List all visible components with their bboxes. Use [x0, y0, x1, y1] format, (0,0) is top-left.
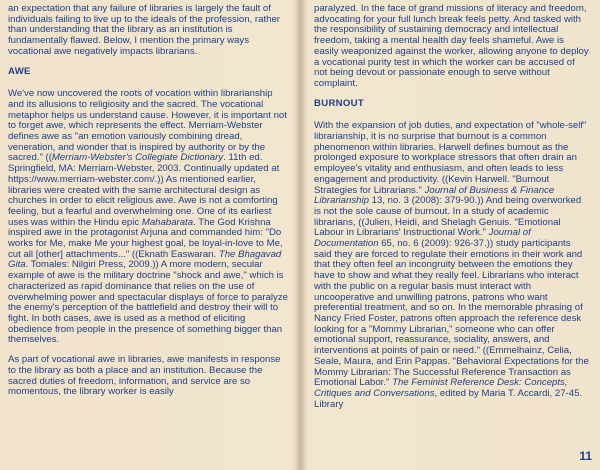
awe-text-3: . The God Krishna inspired awe in the protagonist Arjuna and commanded him: "Do works for Me, make Me your highest goal, be loyal-in-love to Me, cut all [other] attachments..." ((Eknath Easwaran.	[8, 216, 283, 260]
right-intro-paragraph: paralyzed. In the face of grand missions of literacy and freedom, advocating for your full lunch break feels petty. And tasked with the responsibility of sustaining democracy and intellectual freedom, taking a mental health day feels shameful. Awe is easily weaponized against the worker, allowing anyone to deploy a vocational purity test in which the worker can be accused of not being devout or passionate enough to serve without complaint.	[314, 3, 589, 89]
burnout-text-2: 13, no. 3 (2008): 379-90.)) And being overworked is not the sole cause of burnout. In a study of academic librarians, ((Julien, Heidi, and Shelagh Genuis. "Emotional Labour in Librarians' Instructional Work."	[314, 195, 582, 239]
burnout-text-4: , edited by Maria T. Accardi, 27-45. Library	[314, 387, 583, 410]
burnout-citation-feminist-reference: The Feminist Reference Desk: Concepts, Critiques and Conversations	[314, 377, 568, 399]
burnout-text-1: With the expansion of job duties, and expectation of "whole-self" librarianship, it is no surprise that burnout is a common phenomenon within libraries. Harwell defines burnout as the prolonged exposure to workplace stressors that often drain an employee's vitality and enthusiasm, and often leads to less engagement and productivity. ((Kevin Harwell. "Burnout Strategies for Librarians."	[314, 120, 587, 196]
burnout-citation-journal-business: Journal of Business & Finance Librarianship	[314, 184, 555, 207]
awe-citation-dictionary: Merriam-Webster's Collegiate Dictionary	[51, 152, 224, 164]
awe-text-2: . 11th ed. Springfield, MA: Merriam-Webster, 2003. Continually updated at https://www.merriam-webster.com/.)) As mentioned earlier, libraries were created with the same architectural design as churches in order to elicit religious awe. Awe is not a comforting feeling, but a fearful and overwhelming one. One of its earliest uses was within the Hindu epic	[8, 152, 280, 228]
left-closing-paragraph: As part of vocational awe in libraries, awe manifests in response to the library as both a place and an institution. Because the sacred duties of freedom, information, and service are so momentous, the library worker is easily	[8, 354, 281, 398]
awe-citation-gita: The Bhagavad Gita	[8, 248, 282, 271]
awe-paragraph	[8, 89, 290, 346]
burnout-heading: BURNOUT	[314, 97, 365, 109]
page-number: 11	[579, 449, 592, 464]
awe-citation-mahabarata: Mahabarata	[141, 216, 194, 228]
burnout-paragraph	[314, 121, 590, 410]
awe-text-4: . Tomales: Nilgiri Press, 2009.)) A more modern, secular example of awe is the military doctrine "shock and awe," which is characterized as rapid dominance that relies on the use of overwhelming power and spectacular displays of force to paralyze the enemy's perception of the battlefield and destroy their will to fight. In both cases, awe is used as a method of eliciting obedience from people in the presence of something bigger than themselves.	[8, 259, 288, 346]
left-intro-paragraph: an expectation that any failure of libraries is largely the fault of individuals failing to live up to the ideals of the profession, rather than understanding that the library as an institution is fundamentally flawed. Below, I mention the primary ways vocational awe negatively impacts librarians.	[8, 3, 280, 57]
right-page	[304, 0, 600, 470]
burnout-citation-journal-documentation: Journal of Documentation	[314, 227, 531, 250]
burnout-text-3: 65, no. 6 (2009): 926-37.)) study participants said they are forced to regulate their emotions in their work and that they often feel an incongruity between the emotions they have to show and what they really feel. Librarians who interact with the public on a regular basis must interact with uncooperative and unwilling patrons, patrons who want preferential treatment, and so on. In the memorable phrasing of Nancy Fried Foster, patrons often approach the reference desk looking for a "Mommy Librarian," someone who can offer emotional support, reassurance, sociality, answers, and interventions at points of pain or need." ((Emmelhainz, Celia, Seale, Maura, and Erin Pappas. "Behavioral Expectations for the Mommy Librarian: The Successful Reference Transaction as Emotional Labor."	[314, 238, 589, 389]
awe-text-1: We've now uncovered the roots of vocation within librarianship and its allusions to religiosity and the sacred. The vocational metaphor helps us understand cause. However, it is important not to forget awe, which represents the effect. Merriam-Webster defines awe as "an emotion variously combining dread, veneration, and wonder that is inspired by authority or by the sacred." ((	[8, 88, 287, 164]
awe-heading: AWE	[8, 65, 31, 77]
